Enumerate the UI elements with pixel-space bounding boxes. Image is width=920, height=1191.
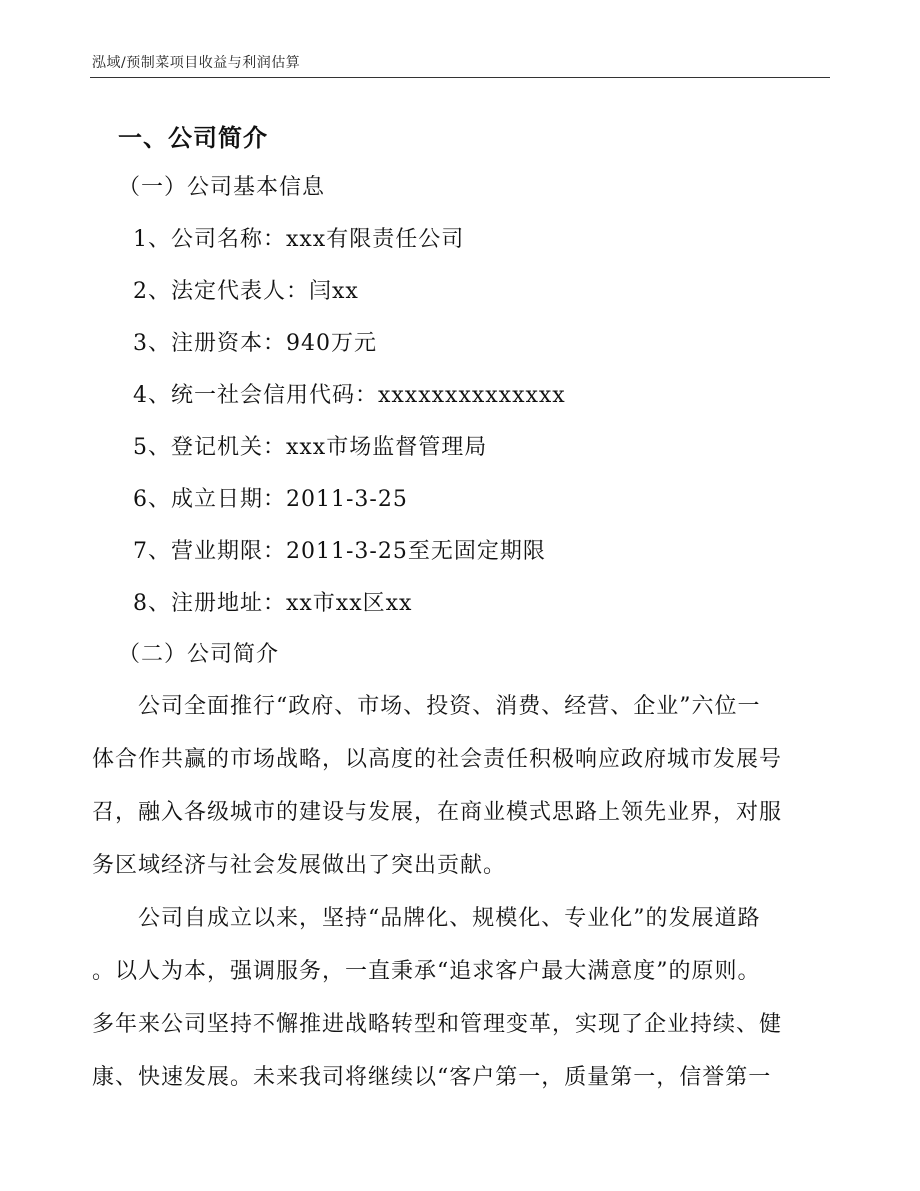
info-item-credit-code: 4、统一社会信用代码：xxxxxxxxxxxxxx [133, 383, 566, 408]
paragraph-line: 召，融入各级城市的建设与发展，在商业模式思路上领先业界，对服 [92, 800, 783, 825]
paragraph-line: 公司全面推行“政府、市场、投资、消费、经营、企业”六位一 [92, 694, 761, 719]
info-item-business-term: 7、营业期限：2011-3-25至无固定期限 [133, 539, 546, 564]
paragraph-line: 体合作共赢的市场战略，以高度的社会责任积极响应政府城市发展号 [92, 747, 783, 772]
paragraph-line: 康、快速发展。未来我司将继续以“客户第一，质量第一，信誉第一 [92, 1065, 772, 1090]
info-item-registered-address: 8、注册地址：xx市xx区xx [133, 591, 413, 616]
info-item-registered-capital: 3、注册资本：940万元 [133, 331, 377, 356]
header-divider [90, 77, 830, 78]
section-title: 一、公司简介 [118, 123, 268, 152]
intro-heading: （二）公司简介 [118, 642, 280, 667]
page-header: 泓域/预制菜项目收益与利润估算 [92, 55, 301, 71]
info-item-legal-representative: 2、法定代表人：闫xx [133, 279, 359, 304]
paragraph-line: 务区域经济与社会发展做出了突出贡献。 [92, 853, 507, 878]
paragraph-line: 多年来公司坚持不懈推进战略转型和管理变革，实现了企业持续、健 [92, 1012, 783, 1037]
info-item-company-name: 1、公司名称：xxx有限责任公司 [133, 227, 465, 252]
paragraph-line: 。以人为本，强调服务，一直秉承“追求客户最大满意度”的原则。 [92, 959, 761, 984]
basic-info-heading: （一）公司基本信息 [118, 175, 326, 200]
paragraph-line: 公司自成立以来，坚持“品牌化、规模化、专业化”的发展道路 [92, 906, 761, 931]
info-item-registration-authority: 5、登记机关：xxx市场监督管理局 [133, 435, 488, 460]
info-item-established-date: 6、成立日期：2011-3-25 [133, 487, 408, 512]
